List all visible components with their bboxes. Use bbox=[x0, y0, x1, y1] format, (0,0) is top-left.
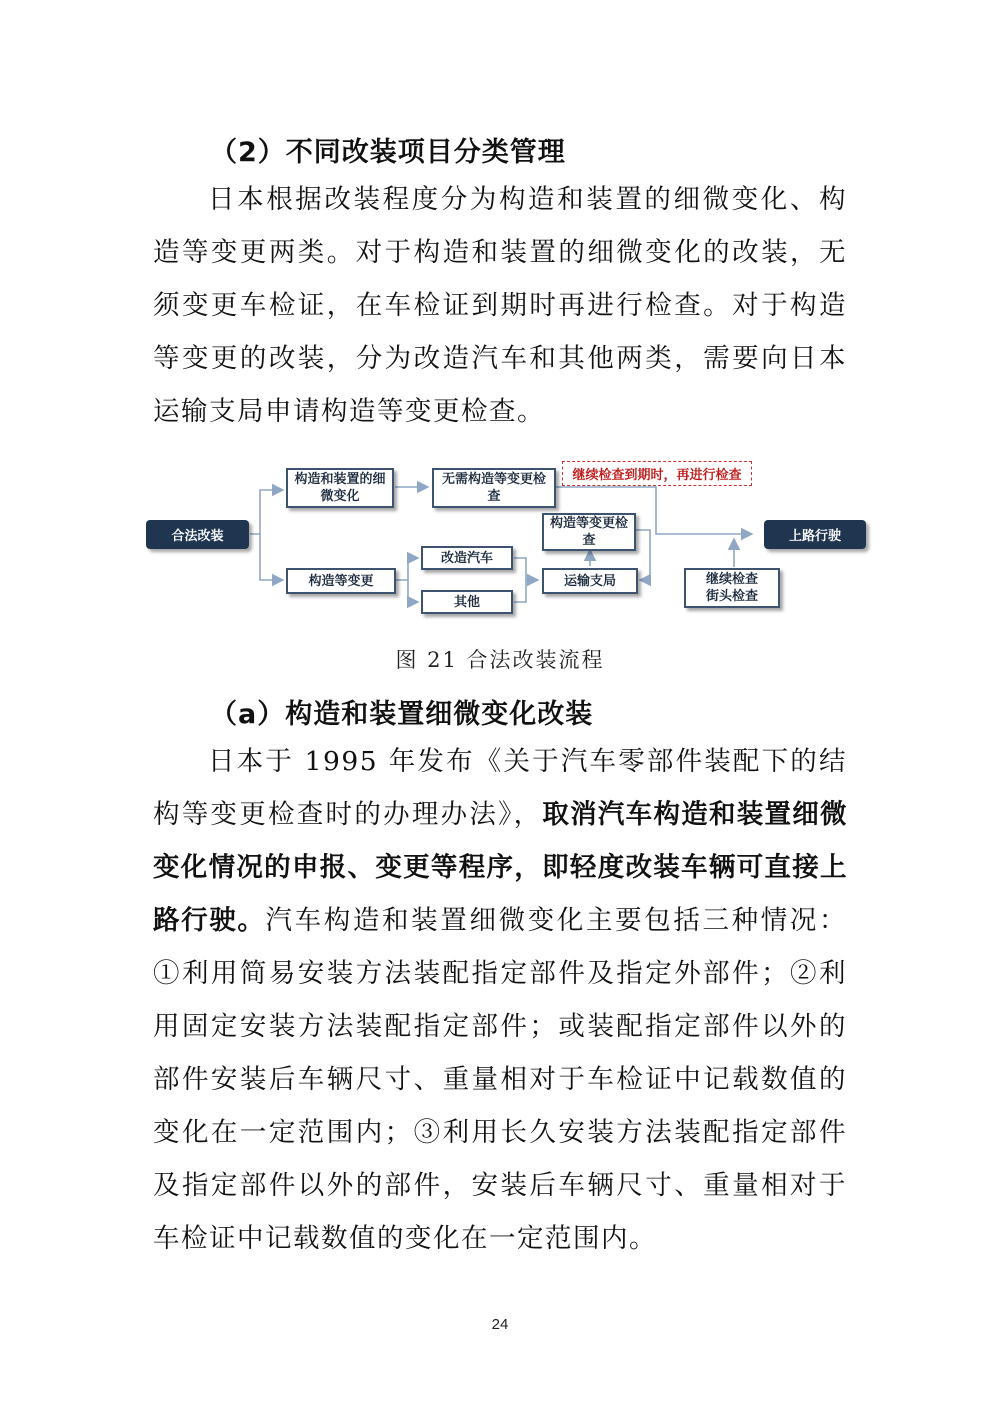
paragraph-2-bold: 取消汽车构造和装置细微变化情况的申报、变更等程序，即轻度改装车辆可直接上路行驶。 bbox=[153, 799, 848, 936]
structural-change-node: 构造等变更 bbox=[286, 568, 396, 594]
modified-car-node: 改造汽车 bbox=[421, 546, 513, 570]
change-check-node: 构造等变更检查 bbox=[542, 513, 636, 551]
paragraph-2-part1: 日本于 1995 年发布《关于汽车零部件装配下的结构等变更检查时的办理办法》， bbox=[153, 746, 847, 830]
flow-diagram bbox=[140, 450, 880, 630]
subheading-a: （a）构造和装置细微变化改装 bbox=[210, 699, 594, 730]
transport-bureau-node: 运输支局 bbox=[542, 568, 638, 594]
continued-check-node: 继续检查街头检查 bbox=[684, 568, 780, 608]
no-change-check-node: 无需构造等变更检查 bbox=[432, 468, 556, 508]
paragraph-2 bbox=[153, 735, 847, 1265]
end-node: 上路行驶 bbox=[764, 520, 866, 549]
other-node: 其他 bbox=[421, 590, 513, 614]
note-recheck: 继续检查到期时，再进行检查 bbox=[562, 461, 752, 486]
section-heading: （2）不同改装项目分类管理 bbox=[210, 137, 566, 168]
paragraph-1: 日本根据改装程度分为构造和装置的细微变化、构造等变更两类。对于构造和装置的细微变化的改装，无须变更车检证，在车检证到期时再进行检查。对于构造等变更的改装，分为改造汽车和其他两类，需要向日本运输支局申请构造等变更检查。 bbox=[153, 184, 847, 427]
start-node: 合法改装 bbox=[146, 520, 249, 549]
figure-caption: 图 21 合法改装流程 bbox=[395, 648, 605, 672]
minor-change-node: 构造和装置的细微变化 bbox=[286, 468, 394, 508]
paragraph-2-part2: 汽车构造和装置细微变化主要包括三种情况：①利用简易安装方法装配指定部件及指定外部件；②利用固定安装方法装配指定部件；或装配指定部件以外的部件安装后车辆尺寸、重量相对于车检证中记载数值的变化在一定范围内；③利用长久安装方法装配指定部件及指定部件以外的部件，安装后车辆尺寸、重量相对于车检证中记载数值的变化在一定范围内。 bbox=[153, 905, 848, 1254]
page-number: 24 bbox=[491, 1316, 509, 1333]
